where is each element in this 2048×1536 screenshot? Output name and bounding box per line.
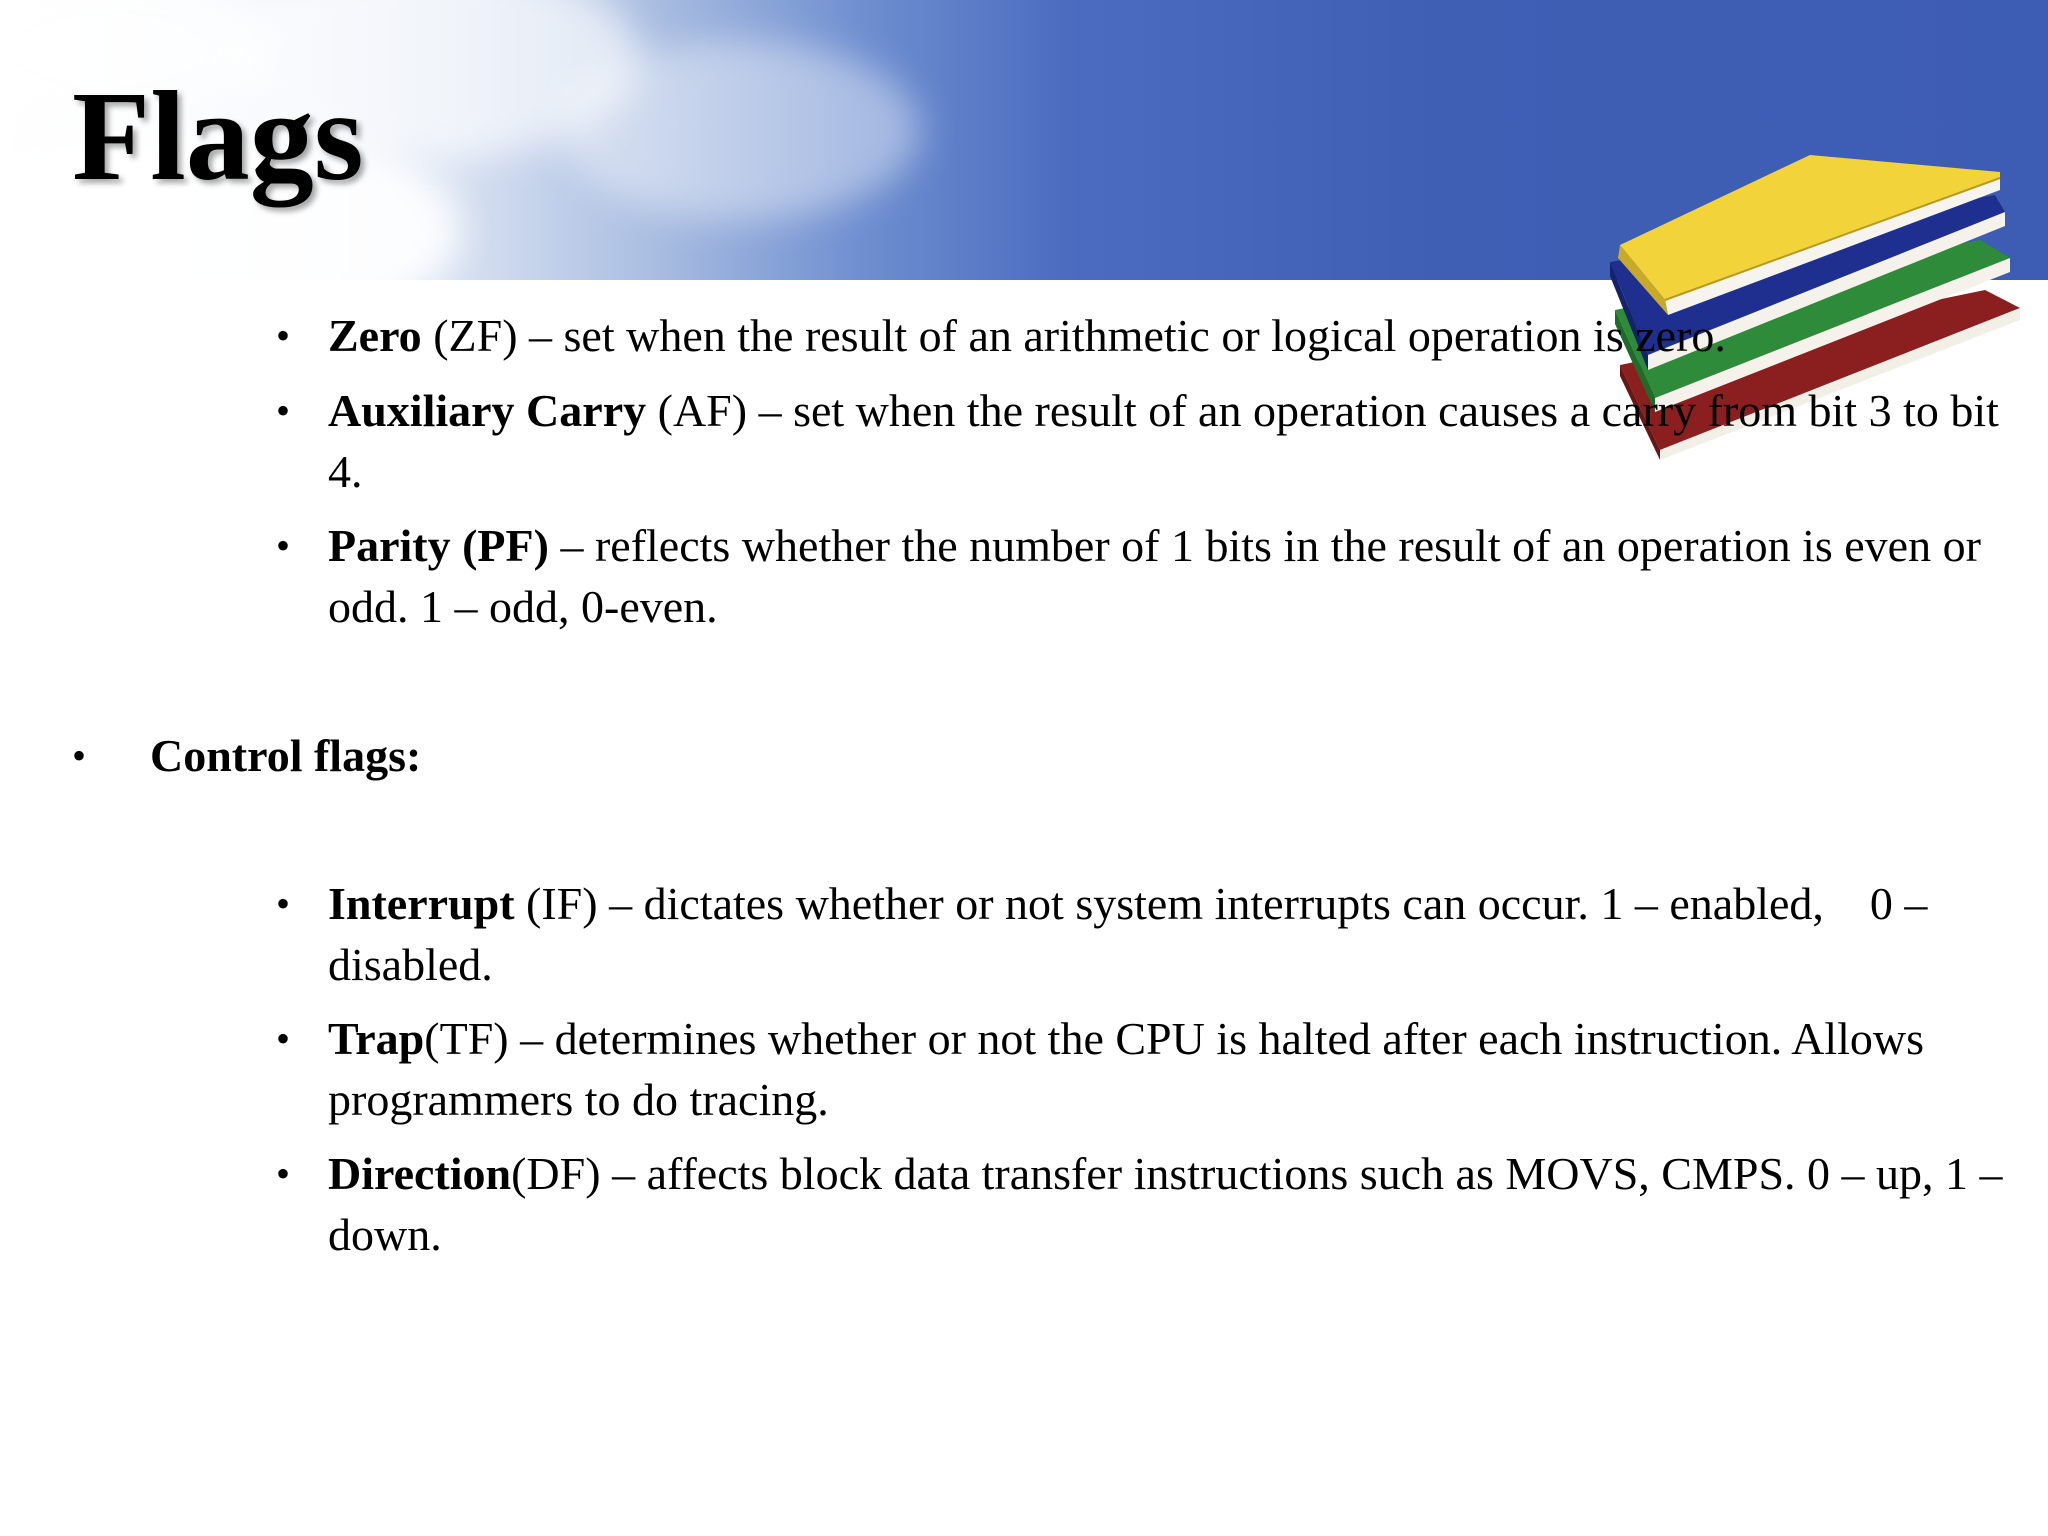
flag-abbr: (TF) [424,1013,509,1064]
flag-name: Direction [328,1148,512,1199]
list-item [276,1008,2008,1130]
flag-desc: – set when the result of an operation causes a carry from bit 3 to bit 4. [328,385,1999,497]
flag-desc: – affects block data transfer instructions such as MOVS, CMPS. 0 – up, 1 – down. [328,1148,2003,1260]
flag-desc: – dictates whether or not system interrupts can occur. 1 – enabled, 0 – disabled. [328,878,1939,990]
bullet-icon: • [276,881,291,926]
flag-name: Auxiliary Carry [328,385,647,436]
section-heading [72,725,1950,786]
control-flags-heading: Control flags: [150,730,422,781]
flag-name: Trap [328,1013,425,1064]
flag-abbr: (ZF) [421,310,518,361]
list-item [276,515,2008,637]
bullet-icon: • [276,523,291,568]
bullet-icon: • [276,388,291,433]
flag-abbr: (IF) [514,878,598,929]
list-item [276,873,2008,995]
flag-name: Parity (PF) [328,520,549,571]
flag-desc: – determines whether or not the CPU is halted after each instruction. Allows programmers to do tracing. [328,1013,1925,1125]
flag-abbr: (DF) [511,1148,601,1199]
slide-title: Flags [72,65,364,207]
list-item [276,380,2008,502]
bullet-icon: • [276,1016,291,1061]
flag-abbr: (AF) [646,385,748,436]
flag-name: Zero [328,310,422,361]
list-item [276,305,2008,366]
bullet-icon: • [276,1151,291,1196]
flag-desc: – reflects whether the number of 1 bits in the result of an operation is even or odd. 1 – odd, 0-even. [328,520,1981,632]
flag-desc: – set when the result of an arithmetic or logical operation is zero. [517,310,1726,361]
bullet-icon: • [72,733,87,778]
flag-name: Interrupt [328,878,515,929]
bullet-icon: • [276,313,291,358]
list-item [276,1143,2008,1265]
